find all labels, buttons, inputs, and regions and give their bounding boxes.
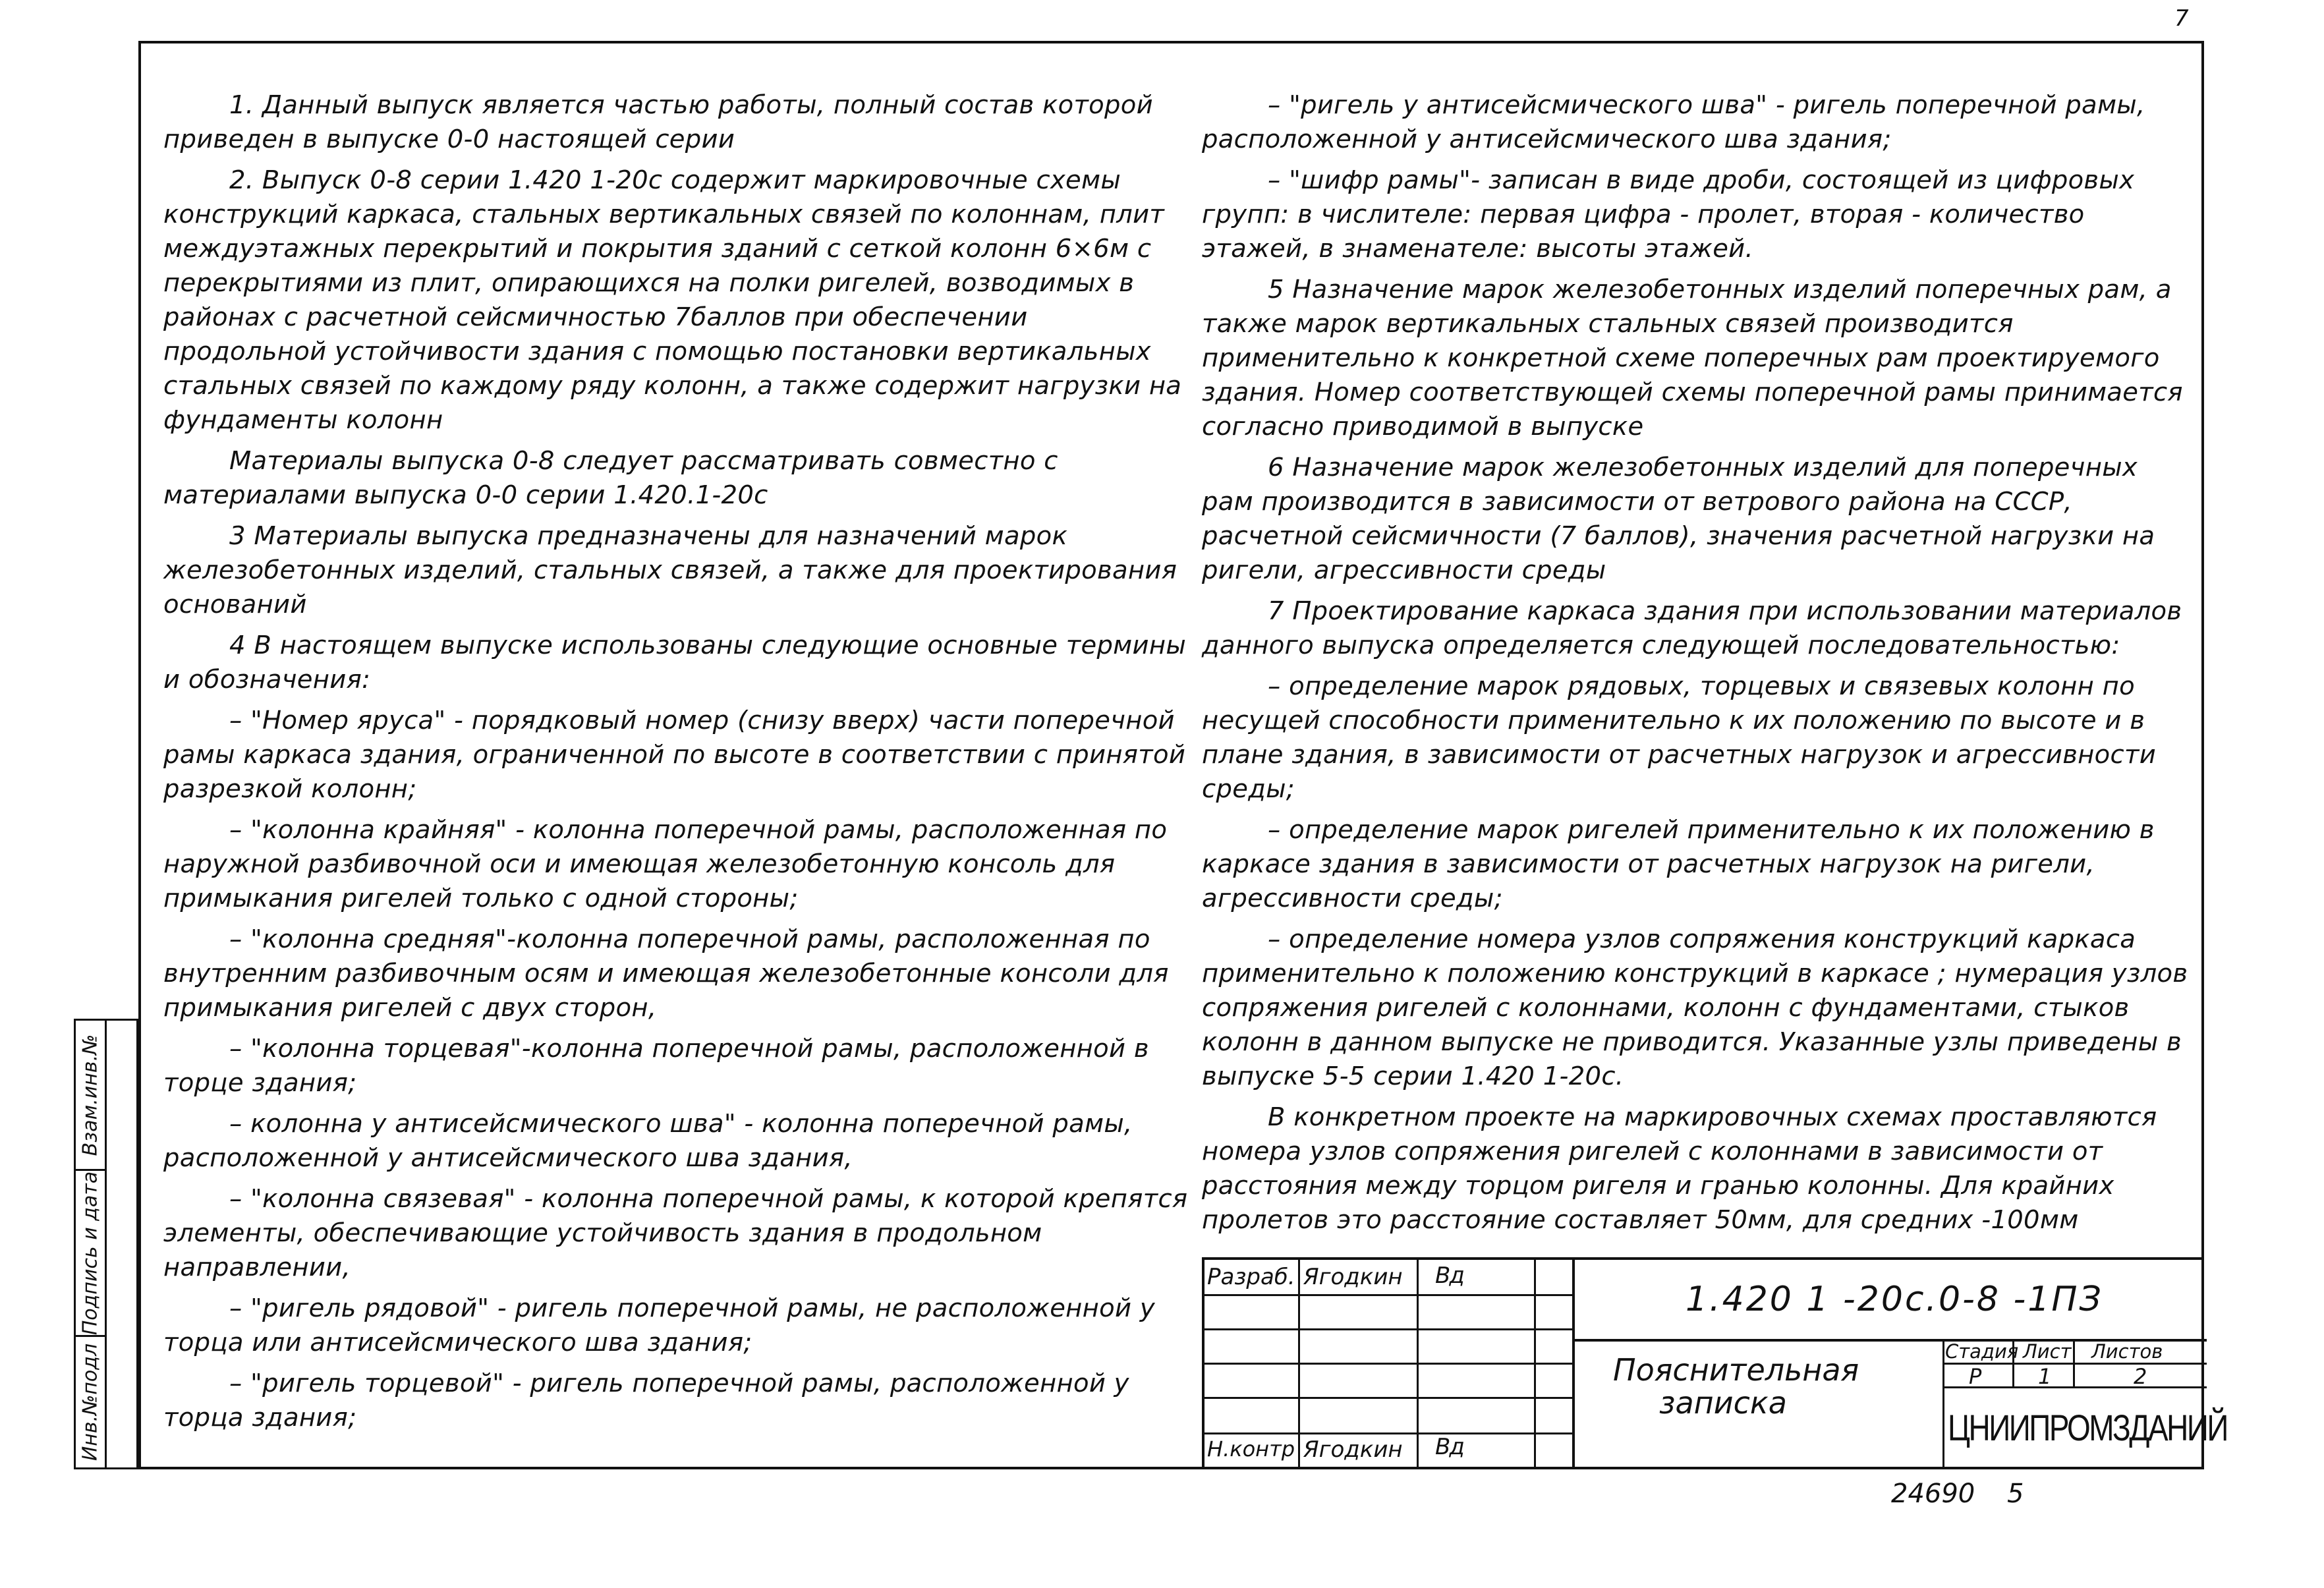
right-paragraph: 6 Назначение марок железобетонных изделий для поперечных рам производится в зависимости от ветрового района на СССР, расчетной сейсмичности (7 баллов), значения расчетной нагрузки на ригели, агрессивности среды: [1202, 453, 2155, 585]
side-stamp: [74, 1019, 138, 1469]
notes-right-column: [1202, 88, 2190, 1244]
inventory-number: 24690: [1891, 1479, 1975, 1509]
stage-value: Р: [1969, 1364, 1982, 1389]
document-title-line2: записка: [1659, 1385, 1787, 1421]
drawing-sheet: [138, 41, 2204, 1469]
norm-control-role: Н.контр: [1207, 1436, 1295, 1461]
left-paragraph: 3 Материалы выпуска предназначены для назначений марок железобетонных изделий, стальных связей, а также для проектирования оснований: [163, 521, 1177, 619]
left-paragraph: – "Номер яруса" - порядковый номер (снизу вверх) части поперечной рамы каркаса здания, ограниченной по высоте в соответствии с принятой разрезкой колонн;: [163, 706, 1186, 804]
organization-name: ЦНИИПРОМЗДАНИЙ: [1948, 1407, 2227, 1448]
right-paragraph: – определение марок рядовых, торцевых и связевых колонн по несущей способности применительно к их положению по высоте и в плане здания, в зависимости от расчетных нагрузок и агрессивности среды;: [1202, 671, 2157, 804]
side-stamp-podpis-cell: [76, 1171, 105, 1337]
title-block: [1202, 1257, 2227, 1469]
side-stamp-inv-cell: [76, 1337, 105, 1467]
norm-control-signature: Вд: [1435, 1434, 1463, 1460]
left-paragraph: – "колонна связевая" - колонна поперечной рамы, к которой крепятся элементы, обеспечивающие устойчивость здания в продольном направлении,: [163, 1184, 1188, 1282]
right-paragraph: – "ригель у антисейсмического шва" - ригель поперечной рамы, расположенной у антисейсмического шва здания;: [1202, 90, 2145, 154]
sheet-value: 1: [2038, 1364, 2052, 1389]
right-paragraph: 5 Назначение марок железобетонных изделий поперечных рам, а также марок вертикальных стальных связей производится применительно к конкретной схеме поперечных рам проектируемого здания. Номер соответствующей схемы поперечной рамы принимается согласно приводимой в выпуске: [1202, 275, 2183, 441]
right-paragraph: – определение марок ригелей применительно к их положению в каркасе здания в зависимости от расчетных нагрузок на ригели, агрессивности среды;: [1202, 815, 2155, 913]
side-stamp-divider: [105, 1021, 107, 1467]
sheet-label: Лист: [2023, 1340, 2072, 1363]
left-paragraph: – "колонна торцевая"-колонна поперечной рамы, расположенной в торце здания;: [163, 1034, 1149, 1098]
right-paragraph: В конкретном проекте на маркировочных схемах проставляются номера узлов сопряжения ригелей с колоннами в зависимости от расстояния между торцом ригеля и гранью колонны. Для крайних пролетов это расстояние составляет 50мм, для средних -100мм: [1202, 1102, 2157, 1235]
developer-signature: Вд: [1435, 1262, 1463, 1289]
right-paragraph: – определение номера узлов сопряжения конструкций каркаса применительно к положению конструкций в каркасе ; нумерация узлов сопряжения ригелей с колоннами, колонн с фундаментами, стыков колонн в данном выпуске не приводится. Указанные узлы приведены в выпуске 5-5 серии 1.420 1-20с.: [1202, 924, 2188, 1091]
document-code: 1.420 1 -20с.0-8 -1ПЗ: [1686, 1280, 2103, 1319]
left-paragraph: 1. Данный выпуск является частью работы, полный состав которой приведен в выпуске 0-0 настоящей серии: [163, 90, 1153, 154]
right-paragraph: – "шифр рамы"- записан в виде дроби, состоящей из цифровых групп: в числителе: первая цифра - пролет, вторая - количество этажей, в знаменателе: высоты этажей.: [1202, 165, 2135, 264]
developer-name: Ягодкин: [1303, 1264, 1403, 1290]
notes-left-column: [163, 88, 1198, 1442]
side-stamp-vzam-cell: [76, 1021, 105, 1171]
norm-control-name: Ягодкин: [1303, 1436, 1403, 1463]
sheets-label: Листов: [2091, 1340, 2163, 1363]
left-paragraph: – "колонна крайняя" - колонна поперечной рамы, расположенная по наружной разбивочной оси и имеющая железобетонную консоль для примыкания ригелей только с одной стороны;: [163, 815, 1168, 913]
document-title-line1: Пояснительная: [1613, 1352, 1859, 1388]
developer-role: Разраб.: [1207, 1264, 1295, 1290]
left-paragraph: – "колонна средняя"-колонна поперечной рамы, расположенная по внутренним разбивочным осям и имеющая железобетонные консоли для примыкания ригелей с двух сторон,: [163, 924, 1169, 1023]
left-paragraph: Материалы выпуска 0-8 следует рассматривать совместно с материалами выпуска 0-0 серии 1.420.1-20с: [163, 446, 1058, 510]
side-stamp-podpis-label: Подпись и дата: [78, 1171, 102, 1335]
left-paragraph: 2. Выпуск 0-8 серии 1.420 1-20с содержит маркировочные схемы конструкций каркаса, стальных вертикальных связей по колоннам, плит междуэтажных перекрытий и покрытия зданий с сеткой колонн 6×6м с перекрытиями из плит, опирающихся на полки ригелей, возводимых в районах с расчетной сейсмичностью 7баллов при обеспечении продольной устойчивости здания с помощью постановки вертикальных стальных связей по каждому ряду колонн, а также содержит нагрузки на фундаменты колонн: [163, 165, 1182, 435]
side-stamp-inv-label: Инв.№подл: [78, 1343, 102, 1461]
side-stamp-vzam-label: Взам.инв.№: [78, 1034, 102, 1156]
left-paragraph: – колонна у антисейсмического шва" - колонна поперечной рамы, расположенной у антисейсмического шва здания,: [163, 1109, 1133, 1173]
left-paragraph: – "ригель торцевой" - ригель поперечной рамы, расположенной у торца здания;: [163, 1369, 1129, 1432]
left-paragraph: 4 В настоящем выпуске использованы следующие основные термины и обозначения:: [163, 631, 1187, 695]
page-number: 7: [2174, 5, 2189, 32]
sheets-value: 2: [2134, 1364, 2147, 1389]
right-paragraph: 7 Проектирование каркаса здания при использовании материалов данного выпуска определяется следующей последовательностью:: [1202, 596, 2182, 660]
format-number: 5: [2007, 1479, 2024, 1509]
left-paragraph: – "ригель рядовой" - ригель поперечной рамы, не расположенной у торца или антисейсмического шва здания;: [163, 1293, 1155, 1357]
stage-label: Стадия: [1945, 1340, 2019, 1363]
